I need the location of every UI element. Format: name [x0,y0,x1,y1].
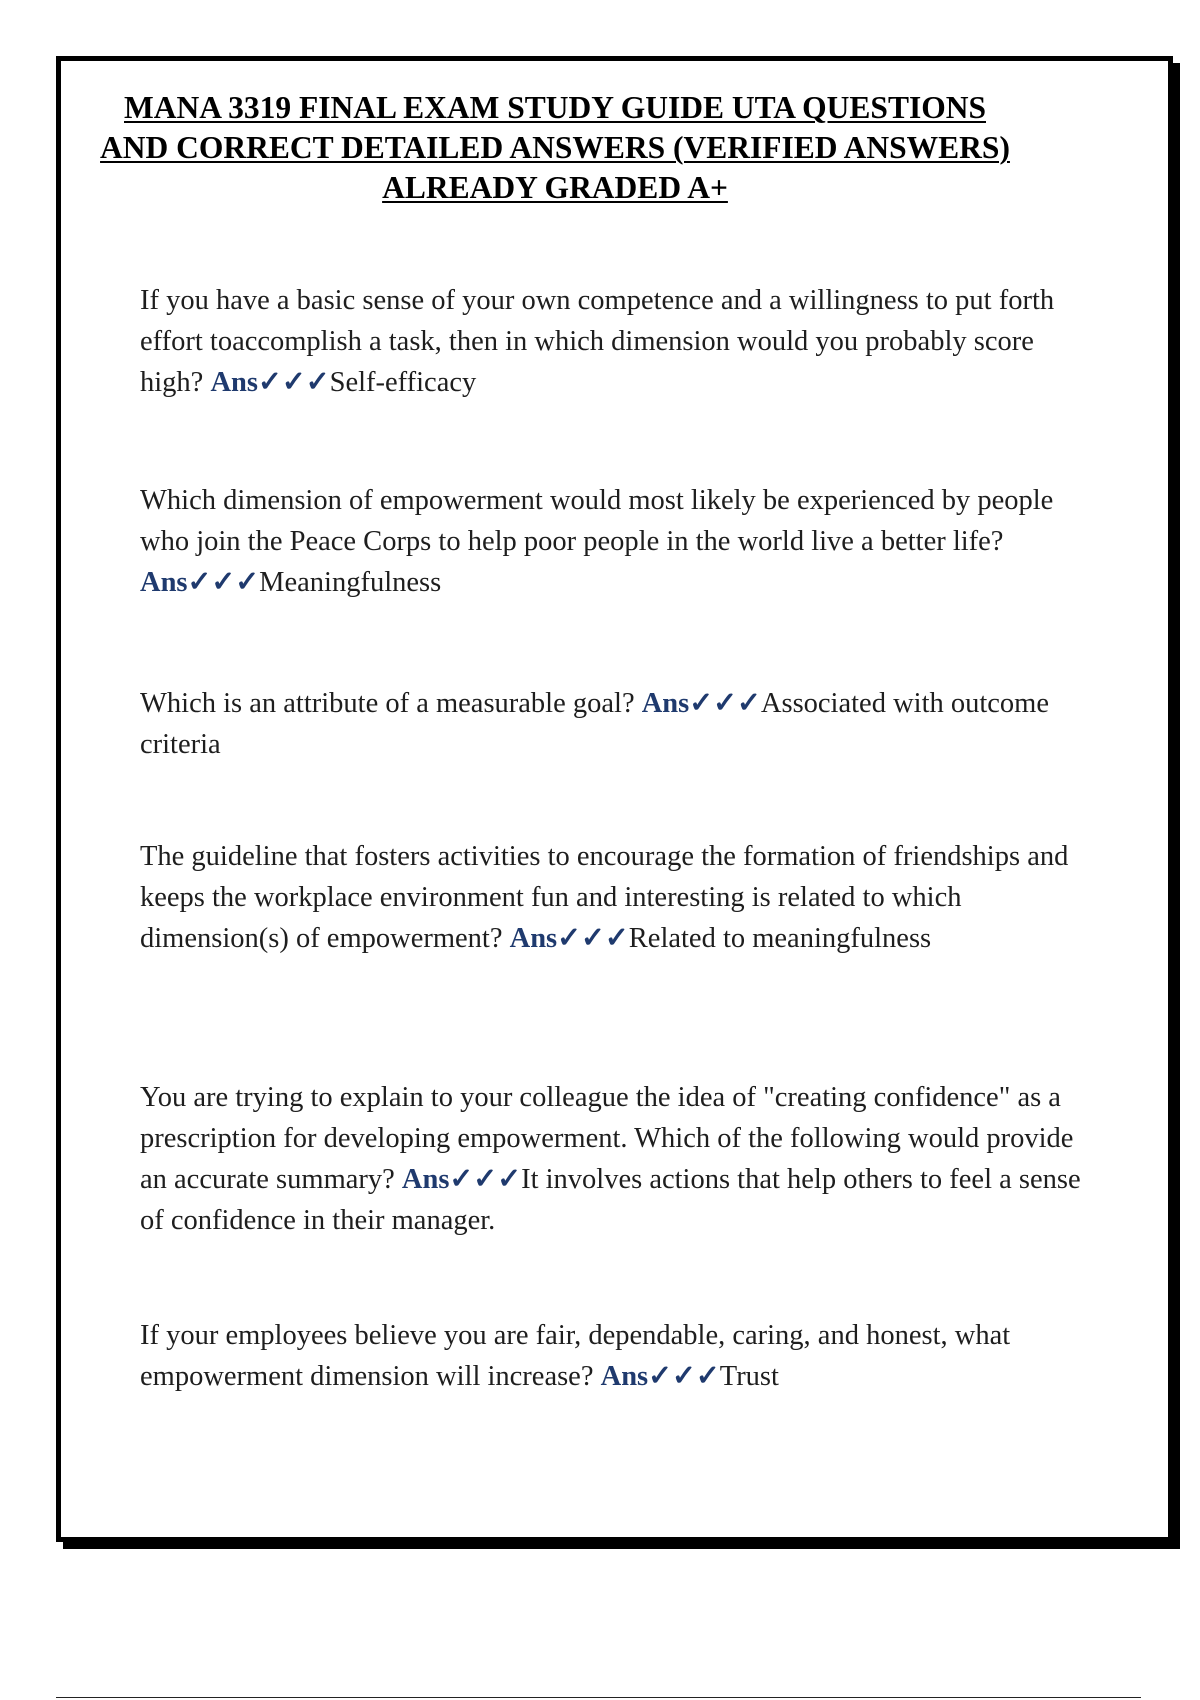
answer-marker: Ans✓✓✓ [210,367,330,398]
qa-item-6 [140,1315,1090,1397]
answer-text: Associated with outcome criteria [140,688,1049,760]
answer-text: Meaningfulness [259,567,442,598]
document-title [90,88,1020,208]
title-line-3: ALREADY GRADED A+ [382,170,728,205]
qa-item-1 [140,280,1090,403]
question-text: You are trying to explain to your colleague the idea of "creating confidence" as a prescription for developing empowerment. Which of the following would provide an accurate summary? [140,1082,1074,1195]
answer-text: It involves actions that help others to feel a sense of confidence in their manager. [140,1164,1081,1236]
bottom-divider [56,1697,1141,1698]
answer-marker: Ans✓✓✓ [140,567,260,598]
question-text: If you have a basic sense of your own competence and a willingness to put forth effort toaccomplish a task, then in which dimension would you probably score high? [140,285,1055,398]
qa-item-4 [140,836,1090,959]
qa-item-2 [140,480,1090,603]
answer-marker: Ans✓✓✓ [509,923,629,954]
answer-text: Self-efficacy [329,367,477,398]
question-text: If your employees believe you are fair, dependable, caring, and honest, what empowerment dimension will increase? [140,1320,1011,1392]
question-text: Which is an attribute of a measurable goal? [140,688,642,719]
qa-item-3 [140,683,1090,765]
title-line-1: MANA 3319 FINAL EXAM STUDY GUIDE UTA QUESTIONS [124,90,986,125]
title-line-2: AND CORRECT DETAILED ANSWERS (VERIFIED ANSWERS) [100,130,1010,165]
answer-text: Related to meaningfulness [628,923,932,954]
answer-text: Trust [719,1361,779,1392]
question-text: Which dimension of empowerment would most likely be experienced by people who join the Peace Corps to help poor people in the world live a better life? [140,485,1054,557]
answer-marker: Ans✓✓✓ [641,688,761,719]
answer-marker: Ans✓✓✓ [600,1361,720,1392]
answer-marker: Ans✓✓✓ [401,1164,522,1195]
qa-item-5 [140,1077,1090,1241]
question-text: The guideline that fosters activities to encourage the formation of friendships and keeps the workplace environment fun and interesting is related to which dimension(s) of empowerment? [140,841,1069,954]
